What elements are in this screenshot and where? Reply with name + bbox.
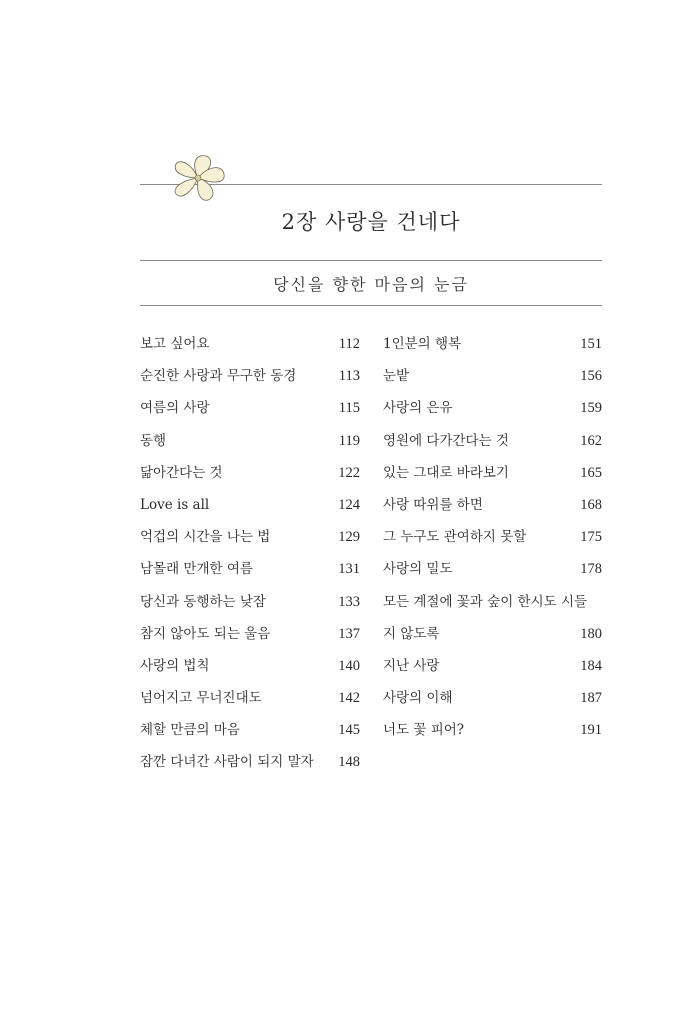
toc-entry-title: 있는 그대로 바라보기 — [383, 464, 509, 481]
toc-entry-page: 187 — [580, 690, 602, 707]
toc-entry[interactable] — [383, 495, 602, 527]
toc-entry-page: 119 — [338, 432, 360, 449]
toc-entry-page: 133 — [338, 593, 360, 610]
toc-entry-title: 사랑의 이해 — [383, 690, 453, 707]
toc-entry[interactable] — [383, 431, 602, 463]
toc-left-column — [140, 334, 360, 785]
toc-entry[interactable] — [140, 592, 360, 624]
toc-entry[interactable] — [140, 431, 360, 463]
toc-entry[interactable] — [383, 366, 602, 398]
toc-entry[interactable] — [383, 624, 602, 656]
toc-entry-page: 115 — [338, 400, 360, 417]
toc-entry-page: 122 — [338, 464, 360, 481]
toc-entry-page: 162 — [580, 432, 602, 449]
chapter-title: 2장 사랑을 건네다 — [281, 210, 461, 234]
toc-entry[interactable] — [140, 720, 360, 752]
section-divider — [140, 305, 602, 306]
toc-entry-title: 지난 사랑 — [383, 657, 440, 674]
toc-entry-title: Love is all — [140, 496, 210, 513]
toc-entry-title: 지 않도록 — [383, 625, 440, 642]
toc-entry[interactable] — [140, 398, 360, 430]
toc-entry-title: 사랑 따위를 하면 — [383, 496, 483, 513]
toc-entry-page: 165 — [580, 464, 602, 481]
toc-entry[interactable] — [140, 559, 360, 591]
toc-entry-title: 사랑의 밀도 — [383, 561, 453, 578]
toc-entry-title: 참지 않아도 되는 울음 — [140, 625, 271, 642]
toc-entry-page: 113 — [338, 368, 360, 385]
toc-entry[interactable] — [383, 463, 602, 495]
toc-entry-title: 1인분의 행복 — [383, 336, 462, 352]
toc-entry[interactable] — [140, 463, 360, 495]
toc-entry-title: 남몰래 만개한 여름 — [140, 561, 253, 578]
toc-entry-page: 142 — [338, 690, 360, 707]
toc-entry-title: 모든 계절에 꽃과 숲이 한시도 시들 — [383, 593, 588, 610]
toc-entry[interactable] — [383, 527, 602, 559]
toc-entry-title: 너도 꽃 피어? — [383, 722, 465, 739]
toc-entry-page: 175 — [580, 529, 602, 546]
toc-entry-title: 여름의 사랑 — [140, 400, 210, 417]
toc-entry-title: 동행 — [140, 432, 167, 449]
toc-entry-page: 180 — [580, 625, 602, 642]
toc-entry-page: 178 — [580, 561, 602, 578]
title-divider — [140, 260, 602, 261]
toc-entry[interactable] — [383, 559, 602, 591]
toc-entry-page: 129 — [338, 529, 360, 546]
toc-entry[interactable] — [383, 334, 602, 366]
section-title: 당신을 향한 마음의 눈금 — [273, 275, 469, 294]
toc-entry[interactable] — [140, 366, 360, 398]
toc-entry-title: 눈밭 — [383, 368, 410, 385]
toc-entry[interactable] — [140, 334, 360, 366]
toc-entry-page: 156 — [580, 368, 602, 385]
toc-entry-page: 191 — [580, 722, 602, 739]
toc-entry-page: 131 — [338, 561, 360, 578]
toc-entry[interactable] — [383, 688, 602, 720]
toc-entry-title: 사랑의 법칙 — [140, 657, 210, 674]
toc-entry-title: 억겁의 시간을 나는 법 — [140, 529, 271, 546]
toc-entry[interactable] — [140, 495, 360, 527]
toc-entry-title: 그 누구도 관여하지 못할 — [383, 529, 527, 546]
toc-entry[interactable] — [140, 656, 360, 688]
toc-entry[interactable] — [383, 720, 602, 752]
toc-entry-page: 159 — [580, 400, 602, 417]
toc-entry-title: 사랑의 은유 — [383, 400, 453, 417]
toc-entry[interactable] — [140, 527, 360, 559]
toc-entry-page: 140 — [338, 657, 360, 674]
toc-entry-page: 151 — [580, 336, 602, 352]
toc-right-column — [383, 334, 602, 752]
toc-entry-page: 137 — [338, 625, 360, 642]
toc-entry-page: 112 — [338, 336, 360, 352]
toc-entry[interactable] — [140, 688, 360, 720]
toc-entry[interactable] — [383, 398, 602, 430]
toc-entry-page: 168 — [580, 496, 602, 513]
flower-illustration-icon — [168, 152, 228, 204]
toc-entry-title: 체할 만큼의 마음 — [140, 722, 240, 739]
toc-entry-page: 148 — [338, 754, 360, 771]
toc-entry-page: 145 — [338, 722, 360, 739]
toc-entry[interactable] — [383, 656, 602, 688]
toc-entry-title: 당신과 동행하는 낮잠 — [140, 593, 266, 610]
toc-entry-title: 잠깐 다녀간 사람이 되지 말자 — [140, 754, 314, 771]
toc-entry-title: 순진한 사랑과 무구한 동경 — [140, 368, 297, 385]
toc-entry-page: 184 — [580, 657, 602, 674]
toc-entry-page: 124 — [338, 496, 360, 513]
toc-entry-title: 보고 싶어요 — [140, 336, 210, 352]
toc-entry[interactable] — [140, 624, 360, 656]
toc-entry-title: 닮아간다는 것 — [140, 464, 223, 481]
toc-entry[interactable] — [383, 592, 602, 624]
toc-entry-title: 넘어지고 무너진대도 — [140, 690, 262, 707]
toc-entry-title: 영원에 다가간다는 것 — [383, 432, 509, 449]
toc-entry[interactable] — [140, 752, 360, 784]
